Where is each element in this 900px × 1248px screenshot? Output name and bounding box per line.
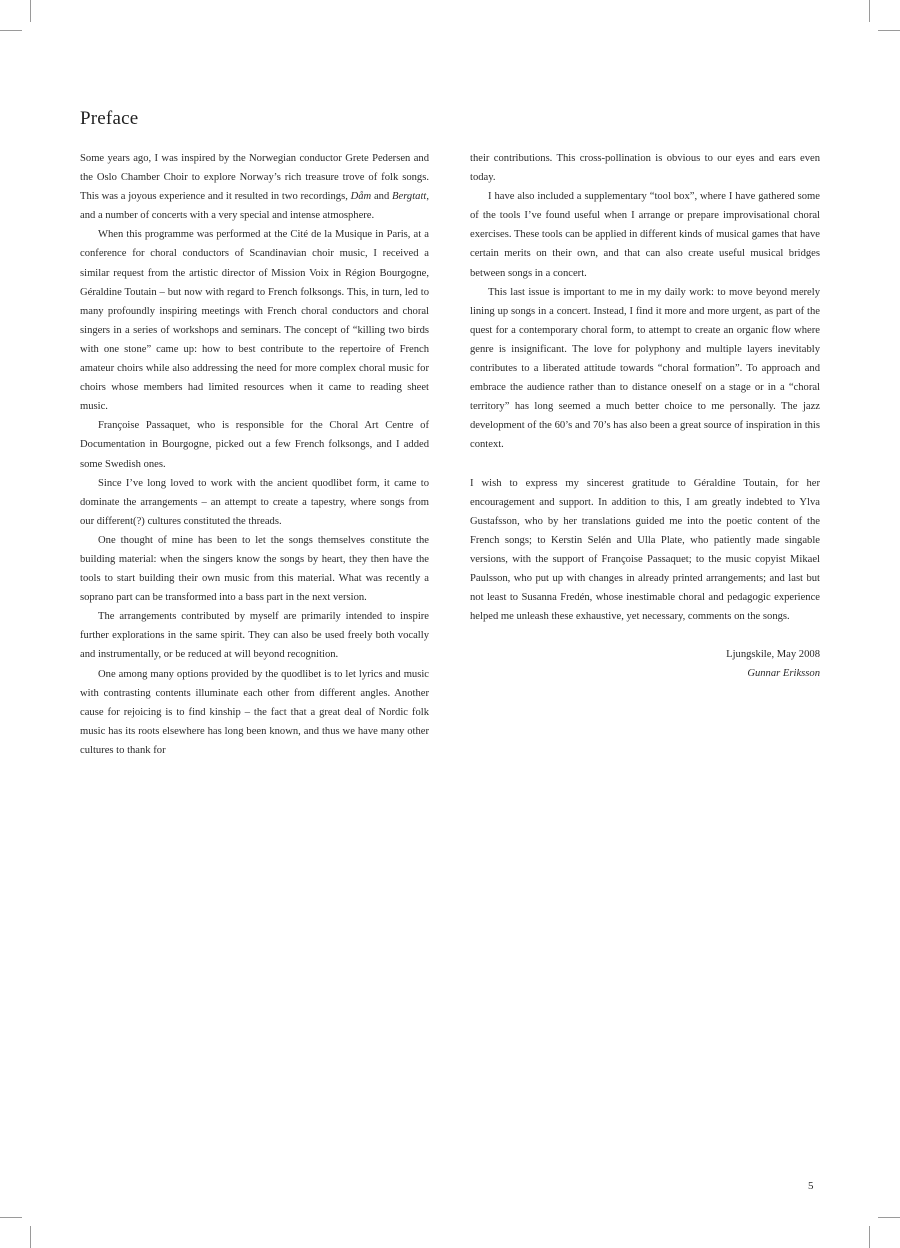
crop-mark-bottom-left [30,1226,31,1248]
crop-mark-top-right-h [878,30,900,31]
page-number: 5 [808,1180,814,1192]
crop-mark-top-left-h [0,30,22,31]
page-title: Preface [80,108,139,129]
crop-mark-top-right [869,0,870,22]
paragraph-9: I have also included a supplementary “tool box”, where I have gathered some of the tools I’ve found useful when I arrange or prepare improvisational choral exercises. These tools can be applied in different kinds of musical games that have certain merits on their own, and that can also create useful musical bridges between songs in a concert. [470,191,820,279]
paragraph-7: One among many options provided by the quodlibet is to let lyrics and music with contrasting contents illuminate each other from different angles. Another cause for rejoicing is to find kinship – the fact that a great deal of Nordic folk music has its roots elsewhere has long been known, and thus we have many other cultures to thank for [80,668,429,756]
paragraph-4: Since I’ve long loved to work with the ancient quodlibet form, it came to dominate the arrangements – an attempt to create a tapestry, where songs from our different(?) cultures constituted the threads. [80,477,429,527]
signoff [470,645,820,683]
signoff-author: Gunnar Eriksson [747,668,820,680]
paragraph-6: The arrangements contributed by myself are primarily intended to inspire further explorations in the same spirit. They can also be used freely both vocally and instrumentally, or be reduced at will beyond recognition. [80,611,429,661]
crop-mark-top-left [30,0,31,22]
signoff-place-date: Ljungskile, May 2008 [726,649,820,661]
crop-mark-bottom-right [869,1226,870,1248]
paragraph-1-text-a: Some years ago, I was inspired by the Norwegian conductor Grete Pedersen and the Oslo Chamber Choir to explore Norway’s rich treasure trove of folk songs. This was a joyous experience and it resulted in two recordings, [80,153,429,203]
right-column [470,149,820,683]
paragraph-1 [80,149,429,225]
recording-title-dam: Dåm [350,191,372,203]
paragraph-5: One thought of mine has been to let the songs themselves constitute the building material: when the singers know the songs by heart, they then have the tools to start building their own music from this material. What was recently a soprano part can be transformed into a bass part in the next version. [80,534,429,604]
acknowledgements-paragraph: I wish to express my sincerest gratitude to Géraldine Toutain, for her encouragement and support. In addition to this, I am greatly indebted to Ylva Gustafsson, who by her translations guided me into the poetic content of the French songs; to Kerstin Selén and Ulla Plate, who patiently made singable versions, with the support of Françoise Passaquet; to the music copyist Mikael Paulsson, who put up with changes in already printed arrangements; and last but not least to Susanna Fredén, whose inestimable choral and pedagogic experience helped me unleash these exhaustive, yet necessary, comments on the songs. [470,477,820,623]
paragraph-10: This last issue is important to me in my daily work: to move beyond merely lining up songs in a concert. Instead, I find it more and more urgent, as part of the quest for a contemporary choral form, to attempt to create an organic flow where genre is insignificant. The love for polyphony and multiple layers inevitably contributes to a liberated attitude towards “choral formation”. To approach and embrace the audience rather than to distance oneself on a stage or in a “choral territory” has long seemed a much better choice to me personally. The jazz development of the 60’s and 70’s has also been a great source of inspiration in this context. [470,286,820,451]
left-column [80,149,429,760]
recording-title-bergtatt: Bergtatt [392,191,427,203]
paragraph-2: When this programme was performed at the Cité de la Musique in Paris, at a conference for choral conductors of Scandinavian choir music, I received a similar request from the artistic director of Mission Voix in Région Bourgogne, Géraldine Toutain – but now with regard to French folksongs. This, in turn, led to many profoundly inspiring meetings with French choral conductors and choral singers in a series of workshops and seminars. The concept of “killing two birds with one stone” came up: how to best contribute to the repertoire of French amateur choirs while also addressing the need for more complex choral music for choirs whose members had limited resources when it came to reading sheet music. [80,229,429,413]
paragraph-3: Françoise Passaquet, who is responsible for the Choral Art Centre of Documentation in Bourgogne, picked out a few French folksongs, and I added some Swedish ones. [80,420,429,470]
paragraph-1-text-b: and [371,191,393,203]
paragraph-8: their contributions. This cross-pollination is obvious to our eyes and ears even today. [470,153,820,184]
crop-mark-bottom-left-h [0,1217,22,1218]
paragraph-1-text-c: , and a number of concerts with a very special and intense atmosphere. [80,191,430,222]
crop-mark-bottom-right-h [878,1217,900,1218]
